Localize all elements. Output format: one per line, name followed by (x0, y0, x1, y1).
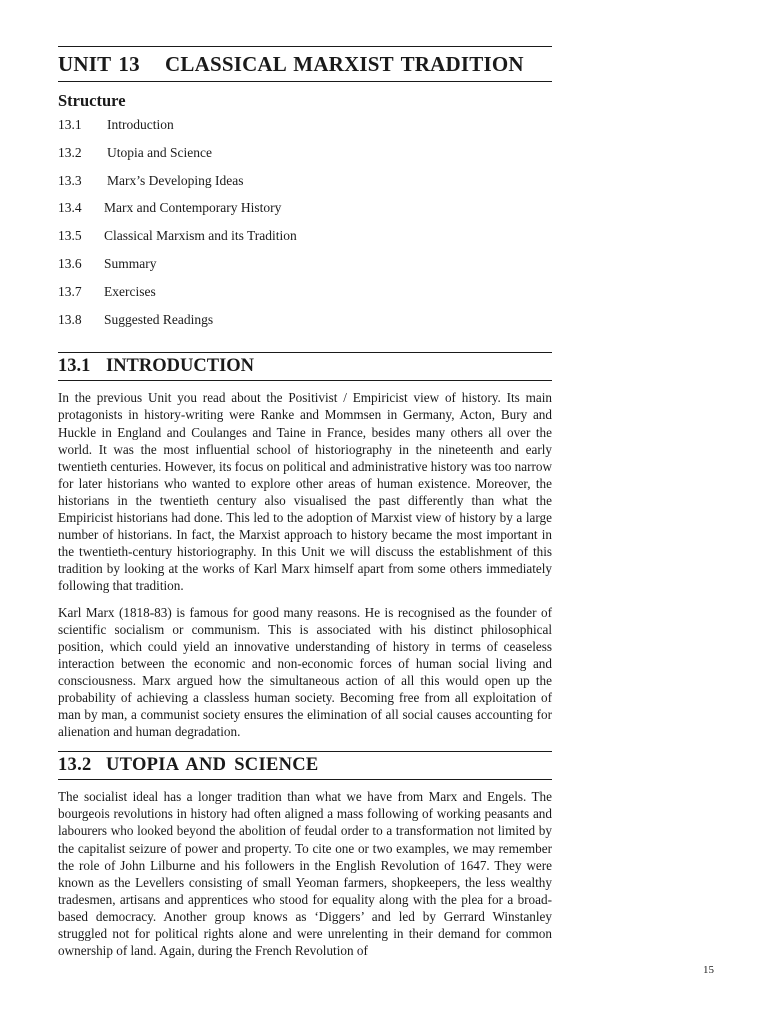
paragraph: Karl Marx (1818-83) is famous for good many reasons. He is recognised as the founder of scientific socialism or communism. This is associated with his distinct philosophical position, which could yield an innovative understanding of history in terms of ceaseless interaction between the economic and non-economic forces of human social living and consciousness. Marx argued how the simultaneous action of all this would open up the probability of achieving a classless human society. Becoming free from all exploitation of man by man, a communist society ensures the elimination of all social causes accounting for alienation and human degradation. (58, 604, 552, 740)
structure-item (58, 256, 552, 284)
structure-item (58, 173, 552, 201)
structure-item-label: Introduction (107, 117, 174, 132)
section-introduction (58, 352, 552, 740)
paragraph: In the previous Unit you read about the Positivist / Empiricist view of history. Its main protagonists in history-writing were Ranke and Mommsen in Germany, Acton, Bury and Huckle in England and Coulanges and Taine in France, besides many others all over the world. It was the most influential school of historiography in the nineteenth and early twentieth centuries. However, its focus on political and administrative history was too narrow for later historians who wanted to explore other areas of human existence. Moreover, the historians in the twentieth century also visualised the past differently than what the Empiricist historians had done. This led to the adoption of Marxist view of history by a large number of historians. In fact, the Marxist approach to history became the most important in the twentieth-century historiography. In this Unit we will discuss the establishment of this tradition by looking at the works of Karl Marx himself apart from some others immediately following that tradition. (58, 390, 552, 594)
structure-item-number: 13.8 (58, 311, 82, 327)
structure-item-number: 13.4 (58, 200, 82, 216)
section-rule (58, 779, 552, 780)
section-number: 13.2 (58, 755, 92, 776)
structure-item (58, 200, 552, 228)
document-page (58, 46, 552, 959)
page-number: 15 (703, 964, 714, 976)
structure-item-number: 13.5 (58, 228, 82, 244)
structure-heading: Structure (58, 91, 126, 110)
structure-item (58, 117, 552, 145)
structure-list (58, 117, 552, 339)
structure-item-number: 13.7 (58, 283, 82, 299)
unit-number: UNIT 13 (58, 51, 140, 76)
structure-item-label: Suggested Readings (104, 311, 214, 327)
section-number: 13.1 (58, 356, 91, 377)
section-title: INTRODUCTION (106, 356, 255, 377)
structure-item-number: 13.2 (58, 144, 82, 160)
structure-item (58, 228, 552, 256)
structure-item-label: Utopia and Science (107, 144, 212, 160)
structure-item (58, 312, 552, 340)
section-title: UTOPIA AND SCIENCE (106, 755, 319, 776)
section-heading (58, 353, 552, 380)
structure-item-number: 13.1 (58, 117, 82, 132)
structure-item-label: Summary (104, 255, 157, 271)
section-rule (58, 380, 552, 381)
section-utopia-and-science (58, 751, 552, 959)
structure-item (58, 284, 552, 312)
unit-name: CLASSICAL MARXIST TRADITION (165, 51, 524, 76)
structure-item-number: 13.3 (58, 172, 82, 188)
structure-item-number: 13.6 (58, 255, 82, 271)
unit-title (58, 47, 552, 81)
structure-item-label: Exercises (104, 283, 156, 299)
structure-item-label: Marx and Contemporary History (104, 200, 282, 216)
structure-item (58, 145, 552, 173)
structure-item-label: Classical Marxism and its Tradition (104, 228, 297, 244)
paragraph: The socialist ideal has a longer tradition than what we have from Marx and Engels. The bourgeois revolutions in history had often aligned a mass following of working peasants and labourers who looked beyond the abolition of feudal order to a transformation not limited by the capitalist seizure of power and property. To cite one or two examples, we may remember the role of John Lilburne and his followers in the English Revolution of 1647. They were known as the Levellers consisting of small Yeoman farmers, shopkeepers, the less wealthy tradesmen, artisans and apprentices who stood for equality along with the plea for a broad-based democracy. Another group knows as ‘Diggers’ and led by Gerrard Winstanley struggled not for political rights alone and were unrelenting in their demand for common ownership of land. Again, during the French Revolution of (58, 789, 552, 959)
section-heading (58, 752, 552, 779)
structure-item-label: Marx’s Developing Ideas (107, 172, 244, 188)
unit-title-rule (58, 81, 552, 82)
